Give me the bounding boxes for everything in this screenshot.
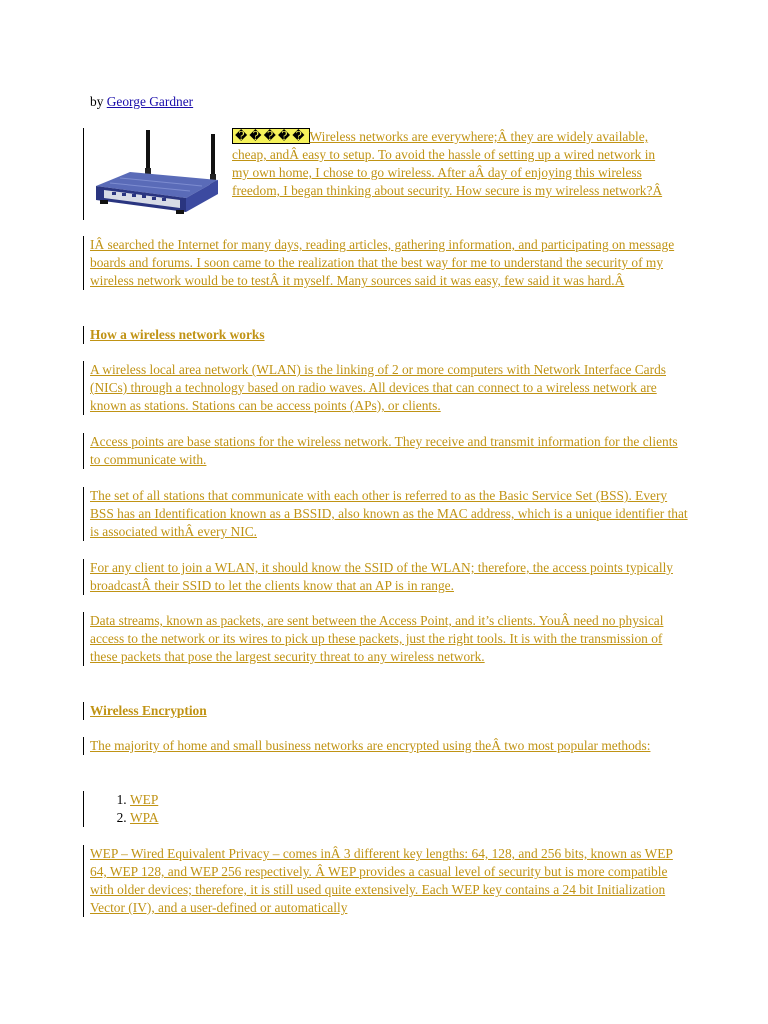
heading-wireless-encryption: Wireless Encryption: [83, 702, 207, 720]
byline: [90, 94, 193, 110]
missing-glyph-icon: �����: [232, 128, 310, 144]
paragraph-bss: The set of all stations that communicate with each other is referred to as the Basic Service Set (BSS). Every BSS has an Identification known as a BSSID, also known as the MAC address, which is a unique identifier that is associated withÂ every NIC.: [83, 487, 690, 541]
list-item-wep: WEP: [130, 792, 159, 807]
paragraph-wlan-definition: A wireless local area network (WLAN) is the linking of 2 or more computers with Network Interface Cards (NICs) through a technology based on radio waves. All devices that can connect to a wireless network are known as stations. Stations can be access points (APs), or clients.: [83, 361, 690, 415]
list-item: [130, 809, 290, 827]
heading-how-wireless-works: How a wireless network works: [83, 326, 265, 344]
encryption-list: [83, 791, 290, 827]
paragraph-access-points: Access points are base stations for the wireless network. They receive and transmit information for the clients to communicate with.: [83, 433, 690, 469]
paragraph-encryption-methods: The majority of home and small business networks are encrypted using theÂ two most popular methods:: [83, 737, 690, 755]
intro-paragraph: [232, 128, 672, 200]
router-image: [90, 128, 222, 216]
byline-prefix: by: [90, 94, 107, 109]
paragraph-packets: Data streams, known as packets, are sent between the Access Point, and it’s clients. YouÂ need no physical access to the network or its wires to pick up these packets, just the right tools. It is with the transmission of these packets that pose the largest security threat to any wireless network.: [83, 612, 690, 666]
intro-text: Wireless networks are everywhere;Â they are widely available, cheap, andÂ easy to setup. To avoid the hassle of setting up a wired network in my own home, I chose to go wireless. After aÂ day of enjoying this wireless freedom, I began thinking about security. How secure is my wireless network?Â: [232, 129, 663, 198]
list-item: [130, 791, 290, 809]
paragraph-wep: WEP – Wired Equivalent Privacy – comes inÂ 3 different key lengths: 64, 128, and 256 bits, known as WEP 64, WEP 128, and WEP 256 respectively. Â WEP provides a casual level of security but is more compatible with older devices; therefore, it is still used quite extensively. Each WEP key contains a 24 bit Initialization Vector (IV), and a user-defined or automatically: [83, 845, 690, 917]
author-link[interactable]: George Gardner: [106, 94, 194, 109]
list-item-wpa: WPA: [130, 810, 159, 825]
paragraph-ssid: For any client to join a WLAN, it should know the SSID of the WLAN; therefore, the access points typically broadcastÂ their SSID to let the clients know that an AP is in range.: [83, 559, 690, 595]
paragraph-research: IÂ searched the Internet for many days, reading articles, gathering information, and participating on message boards and forums. I soon came to the realization that the best way for me to understand the security of my wireless network would be to testÂ it myself. Many sources said it was easy, few said it was hard.Â: [83, 236, 690, 290]
intro-block: [83, 128, 690, 220]
